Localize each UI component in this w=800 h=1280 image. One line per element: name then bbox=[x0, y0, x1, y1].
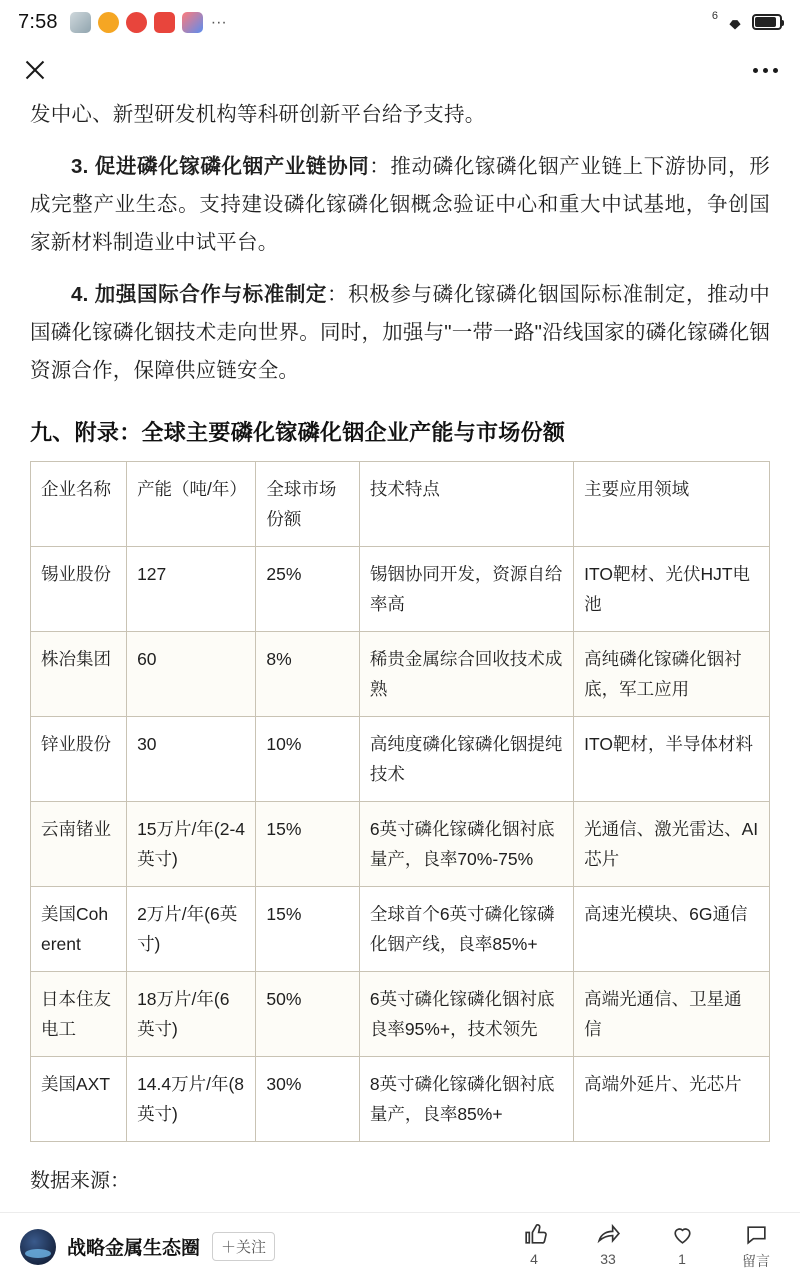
table-header-cell: 技术特点 bbox=[359, 462, 573, 547]
table-cell: 日本住友电工 bbox=[31, 972, 127, 1057]
table-header-row bbox=[31, 462, 770, 547]
table-cell: 6英寸磷化镓磷化铟衬底量产，良率70%-75% bbox=[359, 802, 573, 887]
table-row bbox=[31, 887, 770, 972]
table-cell: 18万片/年(6英寸) bbox=[127, 972, 256, 1057]
table-cell: 锌业股份 bbox=[31, 717, 127, 802]
table-header-cell: 全球市场份额 bbox=[256, 462, 359, 547]
table-cell: 50% bbox=[256, 972, 359, 1057]
table-cell: 30 bbox=[127, 717, 256, 802]
table-cell: 高纯度磷化镓磷化铟提纯技术 bbox=[359, 717, 573, 802]
table-cell: 高速光模块、6G通信 bbox=[574, 887, 770, 972]
table-row bbox=[31, 632, 770, 717]
table-cell: 8英寸磷化镓磷化铟衬底量产，良率85%+ bbox=[359, 1057, 573, 1142]
comment-icon bbox=[744, 1222, 769, 1248]
table-cell: 高纯磷化镓磷化铟衬底，军工应用 bbox=[574, 632, 770, 717]
paragraph-lead: 4. 加强国际合作与标准制定 bbox=[71, 283, 328, 306]
table-row bbox=[31, 802, 770, 887]
table-cell: 15万片/年(2-4英寸) bbox=[127, 802, 256, 887]
share-button[interactable] bbox=[584, 1222, 632, 1267]
paragraph-text: ：推动磷化镓磷化铟产业链上下游协同，形成完整产业生态。支持建设磷化镓磷化铟概念验证中心和重大中试基地，争创国家新材料制造业中试平台。 bbox=[30, 155, 770, 254]
table-row bbox=[31, 972, 770, 1057]
article-content bbox=[0, 96, 800, 1232]
share-icon bbox=[596, 1222, 621, 1248]
status-bar bbox=[0, 0, 800, 44]
table-cell: 30% bbox=[256, 1057, 359, 1142]
table-cell: 6英寸磷化镓磷化铟衬底良率95%+，技术领先 bbox=[359, 972, 573, 1057]
table-cell: 云南锗业 bbox=[31, 802, 127, 887]
paragraph-lead: 3. 促进磷化镓磷化铟产业链协同 bbox=[71, 155, 370, 178]
table-cell: 15% bbox=[256, 802, 359, 887]
like-button[interactable] bbox=[510, 1222, 558, 1267]
paragraph bbox=[30, 96, 770, 134]
thumbs-up-icon bbox=[522, 1222, 547, 1248]
status-overflow-icon: ··· bbox=[210, 13, 227, 31]
table-cell: 株冶集团 bbox=[31, 632, 127, 717]
table-cell: 10% bbox=[256, 717, 359, 802]
battery-icon bbox=[752, 14, 782, 30]
table-header-cell: 企业名称 bbox=[31, 462, 127, 547]
comment-label: 留言 bbox=[742, 1253, 770, 1269]
favorite-count: 1 bbox=[678, 1251, 686, 1267]
app-icon-red bbox=[126, 12, 147, 33]
table-cell: 2万片/年(6英寸) bbox=[127, 887, 256, 972]
table-cell: 锡铟协同开发，资源自给率高 bbox=[359, 547, 573, 632]
table-row bbox=[31, 547, 770, 632]
app-icon-gray bbox=[70, 12, 91, 33]
table-cell: 60 bbox=[127, 632, 256, 717]
table-row bbox=[31, 1057, 770, 1142]
table-cell: 锡业股份 bbox=[31, 547, 127, 632]
table-cell: 美国AXT bbox=[31, 1057, 127, 1142]
paragraph bbox=[30, 276, 770, 390]
paragraph-text: ：积极参与磷化镓磷化铟国际标准制定，推动中国磷化镓磷化铟技术走向世界。同时，加强与"一带一路"沿线国家的磷化镓磷化铟资源合作，保障供应链安全。 bbox=[30, 283, 770, 382]
table-header-cell: 产能（吨/年） bbox=[127, 462, 256, 547]
comment-button[interactable] bbox=[732, 1222, 780, 1271]
table-cell: 高端外延片、光芯片 bbox=[574, 1057, 770, 1142]
table-cell: 全球首个6英寸磷化镓磷化铟产线，良率85%+ bbox=[359, 887, 573, 972]
app-icon-red-square bbox=[154, 12, 175, 33]
bottom-action-bar bbox=[0, 1212, 800, 1280]
table-row bbox=[31, 717, 770, 802]
table-cell: 光通信、激光雷达、AI芯片 bbox=[574, 802, 770, 887]
table-cell: 高端光通信、卫星通信 bbox=[574, 972, 770, 1057]
table-header-cell: 主要应用领域 bbox=[574, 462, 770, 547]
favorite-button[interactable] bbox=[658, 1222, 706, 1267]
capacity-market-share-table bbox=[30, 461, 770, 1142]
heart-icon bbox=[670, 1222, 695, 1248]
table-cell: 稀贵金属综合回收技术成熟 bbox=[359, 632, 573, 717]
status-app-icons bbox=[70, 12, 228, 33]
app-icon-orange bbox=[98, 12, 119, 33]
network-generation-label: 6 bbox=[711, 10, 718, 22]
table-cell: ITO靶材，半导体材料 bbox=[574, 717, 770, 802]
table-cell: ITO靶材、光伏HJT电池 bbox=[574, 547, 770, 632]
action-buttons bbox=[510, 1222, 780, 1271]
more-options-icon[interactable] bbox=[753, 68, 778, 73]
table-cell: 美国Coherent bbox=[31, 887, 127, 972]
paragraph-text: 发中心、新型研发机构等科研创新平台给予支持。 bbox=[30, 103, 486, 126]
close-icon[interactable] bbox=[22, 57, 48, 83]
source-note: 数据来源： bbox=[30, 1170, 130, 1192]
follow-button[interactable]: ＋关注 bbox=[212, 1232, 275, 1261]
table-cell: 14.4万片/年(8英寸) bbox=[127, 1057, 256, 1142]
table-cell: 25% bbox=[256, 547, 359, 632]
paragraph bbox=[30, 148, 770, 262]
table-cell: 15% bbox=[256, 887, 359, 972]
section-title: 九、附录：全球主要磷化镓磷化铟企业产能与市场份额 bbox=[30, 420, 566, 445]
avatar[interactable] bbox=[20, 1229, 56, 1265]
nav-bar bbox=[0, 44, 800, 96]
share-count: 33 bbox=[600, 1251, 616, 1267]
wifi-icon bbox=[725, 15, 745, 30]
table-cell: 127 bbox=[127, 547, 256, 632]
status-right bbox=[711, 10, 782, 30]
status-time: 7:58 bbox=[18, 10, 58, 33]
like-count: 4 bbox=[530, 1251, 538, 1267]
account-name[interactable]: 战略金属生态圈 bbox=[67, 1238, 201, 1259]
app-icon-gradient bbox=[182, 12, 203, 33]
table-cell: 8% bbox=[256, 632, 359, 717]
